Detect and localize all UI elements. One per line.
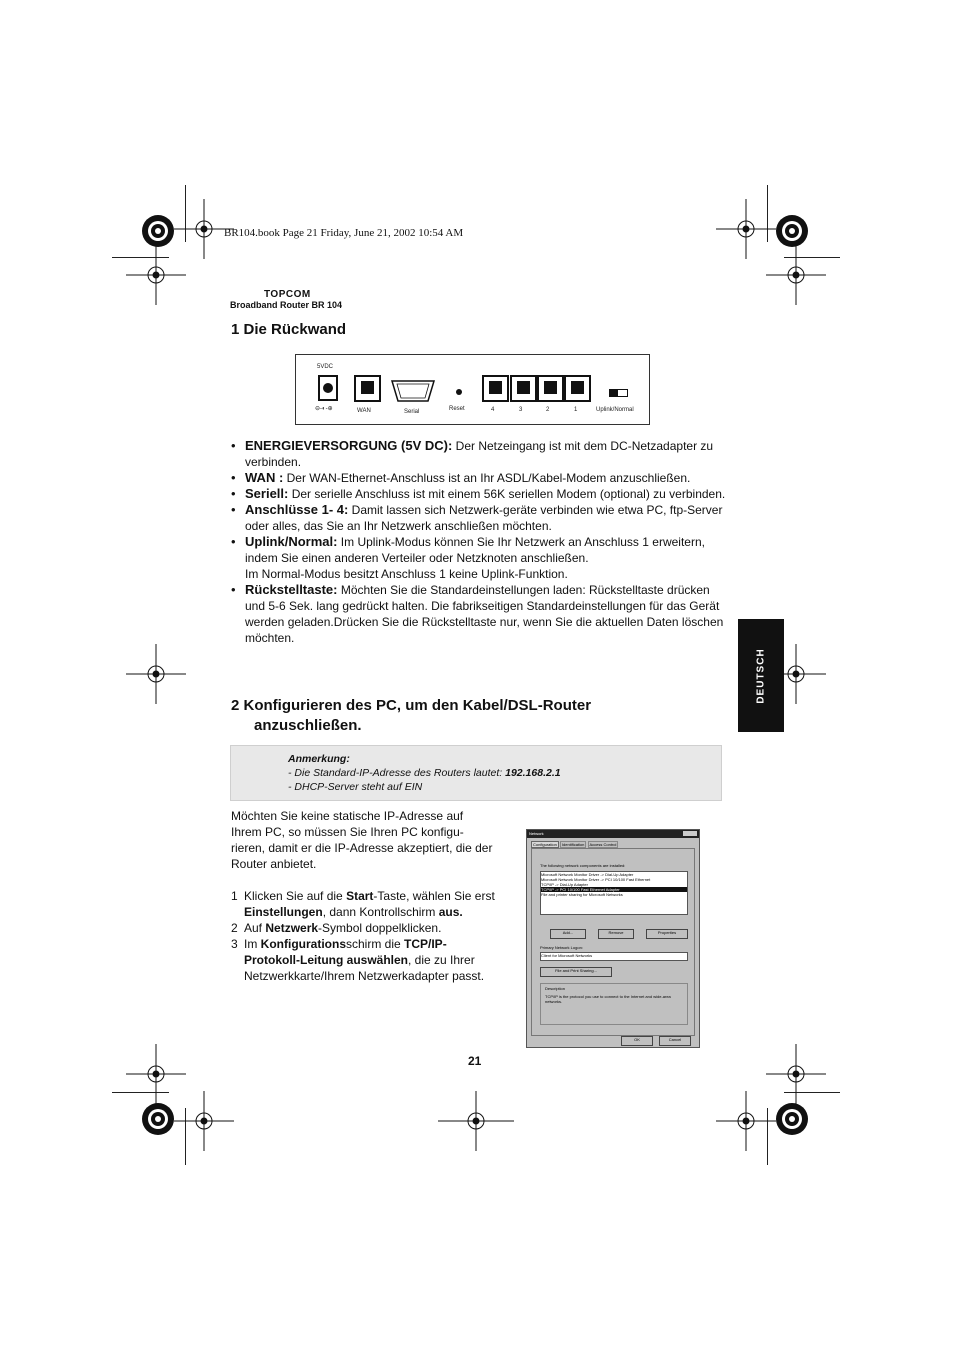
list-caption: The following network components are installed:	[540, 863, 626, 868]
lan-port-3-icon	[510, 375, 537, 402]
wan-port-icon	[354, 375, 381, 402]
list-item: • Rückstelltaste: Möchten Sie die Standardeinstellungen laden: Rückstelltaste drücken und 5-6 Sek. lang gedrückt halten. Die fabrikseitigen Standardeinstellungen für das Gerät werden geladen.Drücken Sie die Rückstelltaste nur, wenn Sie die aktuellen Daten löschen möchten.	[231, 582, 731, 646]
dialog-titlebar: Network	[527, 830, 699, 838]
rear-panel-description-list	[231, 438, 731, 646]
port-label: 4	[491, 407, 495, 413]
properties-button: Properties	[646, 929, 688, 939]
list-item: 1 Klicken Sie auf die Start-Taste, wählen Sie erst Einstellungen, dann Kontrollschirm aus.	[231, 889, 495, 919]
list-item: Microsoft Network Monitor Driver -> Dial-Up Adapter	[541, 872, 634, 877]
print-slug: BR104.book Page 21 Friday, June 21, 2002 10:54 AM	[224, 227, 464, 239]
file-print-sharing-button: File and Print Sharing...	[540, 967, 612, 977]
page-number: 21	[468, 1054, 482, 1068]
list-item: • WAN : Der WAN-Ethernet-Anschluss ist an Ihr ASDL/Kabel-Modem anzuschließen.	[231, 470, 731, 486]
switch-label: Uplink/Normal	[596, 407, 634, 413]
description-group: Description TCP/IP is the protocol you use to connect to the Internet and wide-area networks.	[540, 983, 688, 1025]
list-item: 2 Auf Netzwerk-Symbol doppelklicken.	[231, 921, 442, 935]
lan-port-4-icon	[482, 375, 509, 402]
uplink-switch-icon	[609, 389, 628, 397]
tab-identification: Identification	[561, 842, 585, 847]
network-dialog-screenshot	[526, 829, 700, 1048]
port-label: 1	[574, 407, 578, 413]
list-item: • Uplink/Normal: Im Uplink-Modus können Sie Ihr Netzwerk an Anschluss 1 erweitern, indem Sie einen anderen Verteiler oder Netzknoten anschließen. Im Normal-Modus besitzt Anschluss 1 keine Uplink-Funktion.	[231, 534, 731, 582]
note-line: - DHCP-Server steht auf EIN	[288, 781, 423, 793]
step-list	[231, 888, 501, 984]
rear-panel-diagram	[295, 354, 650, 425]
list-item: • Anschlüsse 1- 4: Damit lassen sich Netzwerk-geräte verbinden wie etwa PC, ftp-Server oder alles, das Sie an Ihr Netzwerk anschließen möchten.	[231, 502, 731, 534]
serial-port-icon	[390, 379, 436, 403]
power-label: 5VDC	[317, 364, 334, 370]
dialog-tabs	[531, 842, 618, 847]
remove-button: Remove	[598, 929, 634, 939]
section-title-rear-panel: 1 Die Rückwand	[231, 321, 347, 338]
power-jack-icon	[318, 375, 338, 401]
note-line: - Die Standard-IP-Adresse des Routers lautet:	[288, 767, 506, 779]
list-item: • Seriell: Der serielle Anschluss ist mit einem 56K seriellen Modem (optional) zu verbinden.	[231, 486, 731, 502]
language-tab: DEUTSCH	[738, 619, 784, 732]
list-item: 3 Im Konfigurationsschirm die TCP/IP-Protokoll-Leitung auswählen, die zu Ihrer Netzwerkkarte/Ihrem Netzwerkadapter passt.	[231, 937, 485, 983]
add-button: Add...	[550, 929, 586, 939]
logon-label: Primary Network Logon:	[540, 945, 583, 950]
logon-select: Client for Microsoft Networks	[540, 952, 688, 961]
lan-port-2-icon	[537, 375, 564, 402]
tab-configuration: Configuration	[533, 842, 557, 847]
note-heading: Anmerkung:	[288, 753, 350, 765]
cancel-button: Cancel	[659, 1036, 691, 1046]
list-item: File and printer sharing for Microsoft Networks	[541, 892, 623, 897]
list-item: • ENERGIEVERSORGUNG (5V DC): Der Netzeingang ist mit dem DC-Netzadapter zu verbinden.	[231, 438, 731, 470]
section-title-configure-pc: 2 Konfigurieren des PC, um den Kabel/DSL-Router anzuschließen.	[231, 697, 592, 734]
component-list	[540, 871, 688, 915]
tab-access-control: Access Control	[589, 842, 617, 847]
port-label: 2	[546, 407, 550, 413]
brand-logo: TOPCOM	[264, 289, 311, 300]
close-icon	[683, 831, 697, 836]
note-box	[230, 745, 722, 801]
serial-label: Serial	[404, 409, 420, 415]
reset-button-icon	[456, 389, 462, 395]
list-item: TCP/IP -> PCI 10/100 Fast Ethernet Adapter	[541, 887, 687, 892]
port-label: 3	[519, 407, 523, 413]
list-item: Microsoft Network Monitor Driver -> PCI 10/100 Fast Ethernet	[541, 877, 651, 882]
intro-paragraph: Möchten Sie keine statische IP-Adresse auf Ihrem PC, so müssen Sie Ihren PC konfigu-rieren, damit er die IP-Adresse akzeptiert, die der Router anbietet.	[231, 809, 493, 871]
product-name: Broadband Router BR 104	[230, 300, 343, 310]
polarity-icon: ⊖-◐-⊕	[315, 406, 333, 412]
lan-port-1-icon	[564, 375, 591, 402]
router-ip: 192.168.2.1	[505, 767, 561, 779]
reset-label: Reset	[449, 406, 465, 412]
wan-label: WAN	[357, 408, 371, 414]
ok-button: OK	[621, 1036, 653, 1046]
list-item: TCP/IP -> Dial-Up Adapter	[541, 882, 588, 887]
